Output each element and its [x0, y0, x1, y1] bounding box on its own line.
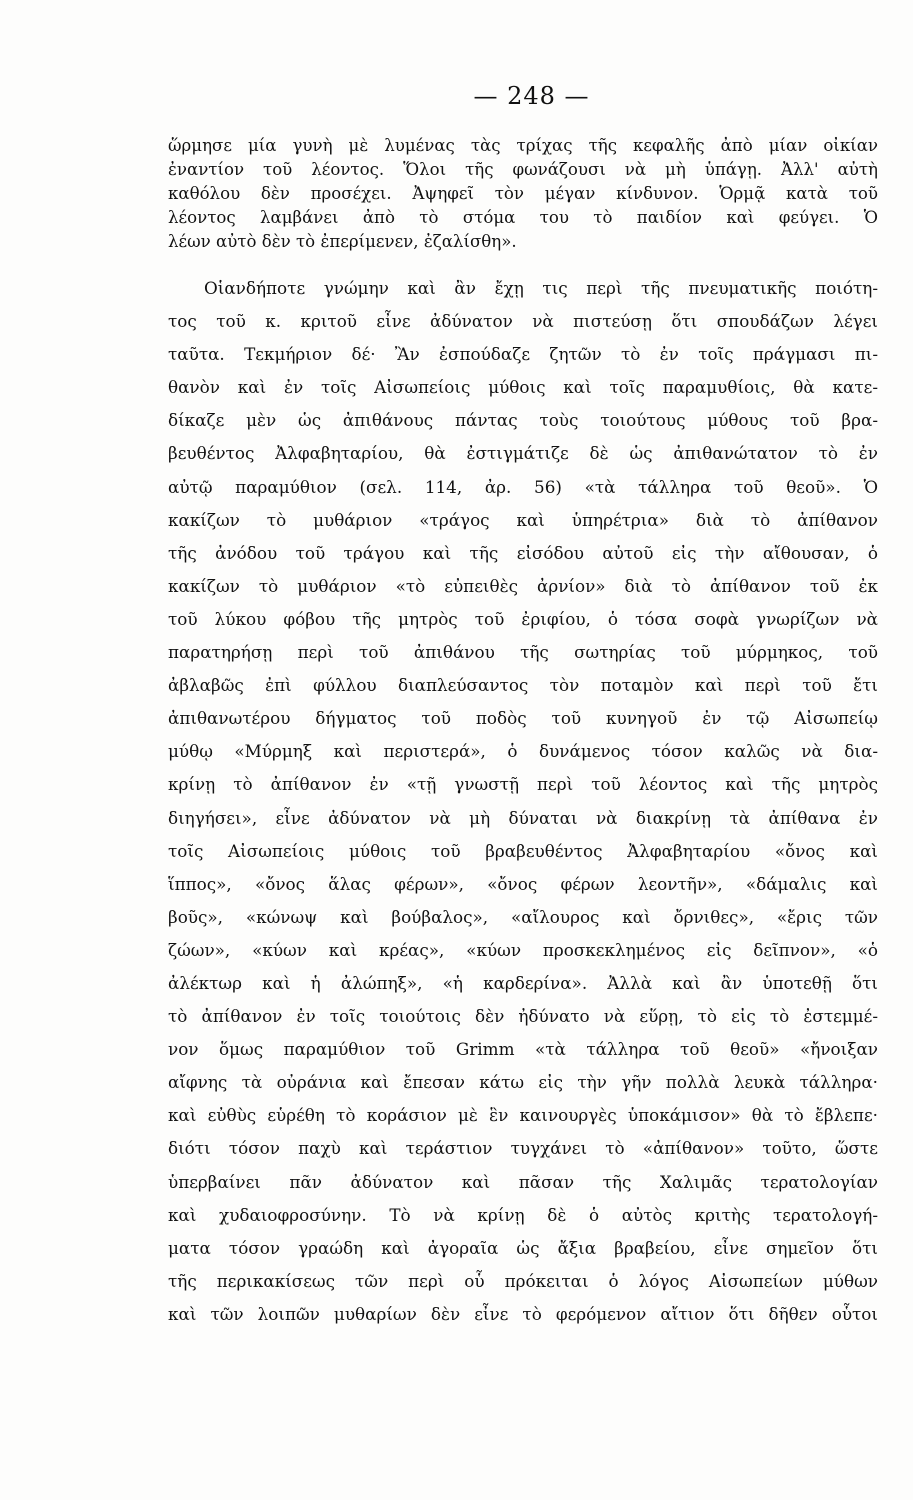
body-line: αἴφνης τὰ οὐράνια καὶ ἔπεσαν κάτω εἰς τὴν γῆν πολλὰ λευκὰ τάλληρα· [168, 1072, 878, 1093]
quote-line: λέοντος λαμβάνει ἀπὸ τὸ στόμα του τὸ παιδίον καὶ φεύγει. Ὁ [168, 208, 878, 227]
body-line: κακίζων τὸ μυθάριον «τράγος καὶ ὑπηρέτρια» διὰ τὸ ἀπίθανον [168, 509, 878, 530]
body-line: διότι τόσον παχὺ καὶ τεράστιον τυγχάνει τὸ «ἀπίθανον» τοῦτο, ὥστε [168, 1138, 878, 1159]
body-line: ἀπιθανωτέρου δήγματος τοῦ ποδὸς τοῦ κυνηγοῦ ἐν τῷ Αἰσωπείῳ [168, 708, 878, 729]
page-number: — 248 — [473, 82, 590, 110]
body-line: κρίνῃ τὸ ἀπίθανον ἐν «τῇ γνωστῇ περὶ τοῦ λέοντος καὶ τῆς μητρὸς [168, 774, 878, 795]
body-line: τος τοῦ κ. κριτοῦ εἶνε ἀδύνατον νὰ πιστεύσῃ ὅτι σπουδάζων λέγει [168, 311, 878, 332]
quote-line: καθόλου δὲν προσέχει. Ἀψηφεῖ τὸν μέγαν κίνδυνον. Ὁρμᾷ κατὰ τοῦ [168, 184, 878, 203]
body-line: νον ὅμως παραμύθιον τοῦ Grimm «τὰ τάλληρα τοῦ θεοῦ» «ἤνοιξαν [168, 1039, 878, 1060]
body-paragraph [168, 272, 878, 1331]
body-line: αὐτῷ παραμύθιον (σελ. 114, ἀρ. 56) «τὰ τάλληρα τοῦ θεοῦ». Ὁ [168, 476, 878, 497]
body-line: ζώων», «κύων καὶ κρέας», «κύων προσκεκλημένος εἰς δεῖπνον», «ὁ [168, 939, 878, 960]
body-line: βοῦς», «κώνωψ καὶ βούβαλος», «αἴλουρος καὶ ὄρνιθες», «ἔρις τῶν [168, 906, 878, 927]
body-line: τοῦ λύκου φόβου τῆς μητρὸς τοῦ ἐριφίου, ὁ τόσα σοφὰ γνωρίζων νὰ [168, 608, 878, 629]
body-line: καὶ εὐθὺς εὑρέθη τὸ κοράσιον μὲ ἓν καινουργὲς ὑποκάμισον» θὰ τὸ ἔβλεπε· [168, 1105, 878, 1126]
body-line: θανὸν καὶ ἐν τοῖς Αἰσωπείοις μύθοις καὶ τοῖς παραμυθίοις, θὰ κατε- [168, 377, 878, 398]
body-line: τοῖς Αἰσωπείοις μύθοις τοῦ βραβευθέντος Ἀλφαβηταρίου «ὄνος καὶ [168, 840, 878, 861]
body-line: ὑπερβαίνει πᾶν ἀδύνατον καὶ πᾶσαν τῆς Χαλιμᾶς τερατολογίαν [168, 1171, 878, 1192]
body-line: καὶ τῶν λοιπῶν μυθαρίων δὲν εἶνε τὸ φερόμενον αἴτιον ὅτι δῆθεν οὗτοι [168, 1303, 878, 1324]
body-line: τῆς ἀνόδου τοῦ τράγου καὶ τῆς εἰσόδου αὐτοῦ εἰς τὴν αἴθουσαν, ὁ [168, 542, 878, 563]
body-line: ἀλέκτωρ καὶ ἡ ἀλώπηξ», «ἡ καρδερίνα». Ἀλλὰ καὶ ἂν ὑποτεθῇ ὅτι [168, 972, 878, 993]
quote-line: ἐναντίον τοῦ λέοντος. Ὅλοι τῆς φωνάζουσι νὰ μὴ ὑπάγῃ. Ἀλλ' αὐτὴ [168, 160, 878, 179]
body-line: παρατηρήσῃ περὶ τοῦ ἀπιθάνου τῆς σωτηρίας τοῦ μύρμηκος, τοῦ [168, 642, 878, 663]
body-line: κακίζων τὸ μυθάριον «τὸ εὐπειθὲς ἀρνίον» διὰ τὸ ἀπίθανον τοῦ ἐκ [168, 575, 878, 596]
body-line: βευθέντος Ἀλφαβηταρίου, θὰ ἐστιγμάτιζε δὲ ὡς ἀπιθανώτατον τὸ ἐν [168, 443, 878, 464]
body-line: διηγήσει», εἶνε ἀδύνατον νὰ μὴ δύναται νὰ διακρίνῃ τὰ ἀπίθανα ἐν [168, 807, 878, 828]
body-line: τὸ ἀπίθανον ἐν τοῖς τοιούτοις δὲν ἠδύνατο νὰ εὕρῃ, τὸ εἰς τὸ ἐστεμμέ- [168, 1006, 878, 1027]
body-line: ματα τόσον γραώδη καὶ ἀγοραῖα ὡς ἄξια βραβείου, εἶνε σημεῖον ὅτι [168, 1237, 878, 1258]
body-line: ταῦτα. Τεκμήριον δέ· Ἂν ἐσπούδαζε ζητῶν τὸ ἐν τοῖς πράγμασι πι- [168, 344, 878, 365]
body-line: δίκαζε μὲν ὡς ἀπιθάνους πάντας τοὺς τοιούτους μύθους τοῦ βρα- [168, 410, 878, 431]
body-line: Οἱανδήποτε γνώμην καὶ ἂν ἔχῃ τις περὶ τῆς πνευματικῆς ποιότη- [204, 278, 878, 298]
body-line: ἀβλαβῶς ἐπὶ φύλλου διαπλεύσαντος τὸν ποταμὸν καὶ περὶ τοῦ ἔτι [168, 675, 878, 696]
body-line: τῆς περικακίσεως τῶν περὶ οὗ πρόκειται ὁ λόγος Αἰσωπείων μύθων [168, 1270, 878, 1291]
quote-line: ὥρμησε μία γυνὴ μὲ λυμένας τὰς τρίχας τῆς κεφαλῆς ἀπὸ μίαν οἰκίαν [168, 136, 878, 155]
body-line: ἵππος», «ὄνος ἅλας φέρων», «ὄνος φέρων λεοντῆν», «δάμαλις καὶ [168, 873, 878, 894]
body-line: καὶ χυδαιοφροσύνην. Τὸ νὰ κρίνῃ δὲ ὁ αὐτὸς κριτὴς τερατολογή- [168, 1204, 878, 1225]
quote-line: λέων αὐτὸ δὲν τὸ ἐπερίμενεν, ἐζαλίσθη». [168, 232, 517, 251]
body-line: μύθῳ «Μύρμηξ καὶ περιστερά», ὁ δυνάμενος τόσον καλῶς νὰ δια- [168, 741, 878, 762]
quoted-passage [168, 134, 878, 254]
